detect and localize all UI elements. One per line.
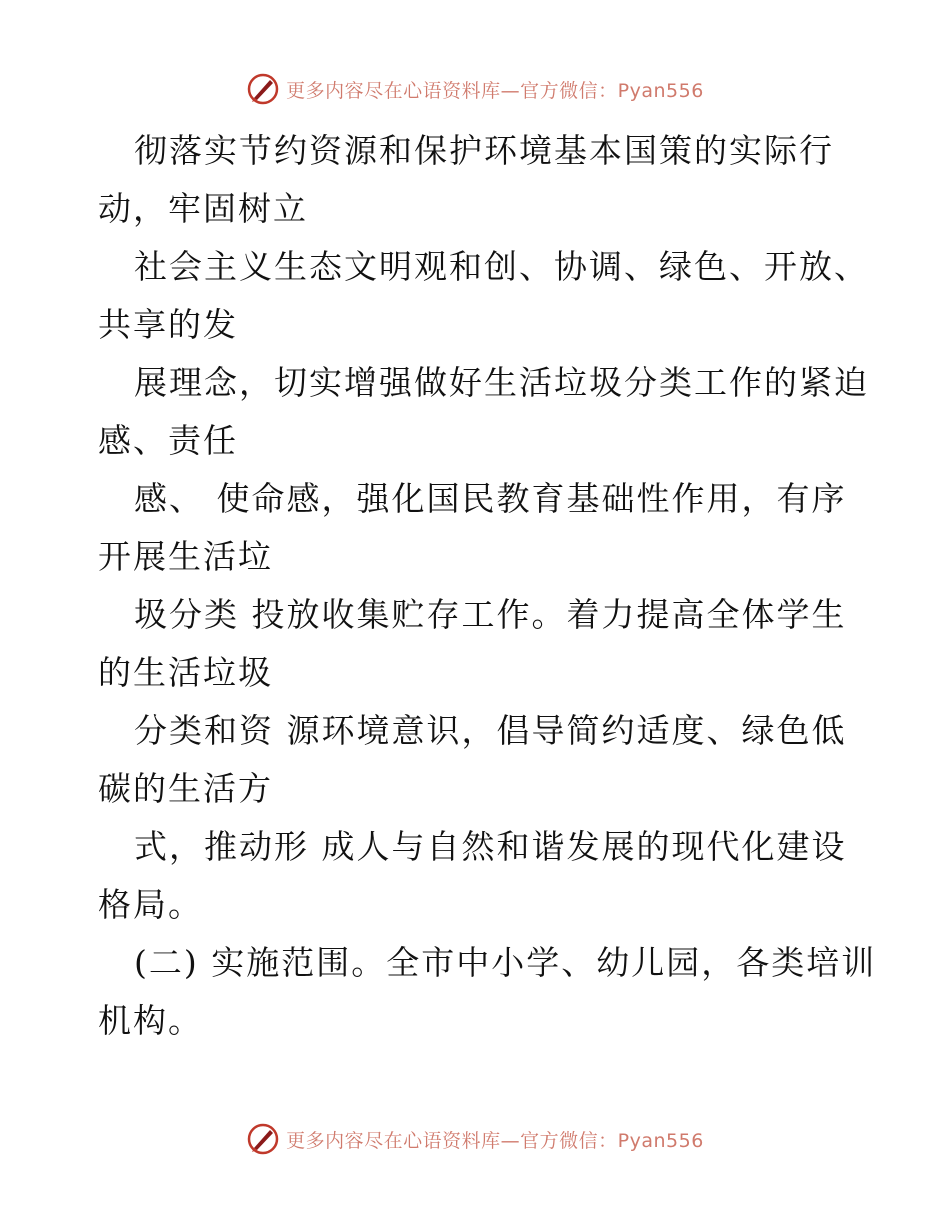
body-line: 彻落实节约资源和保护环境基本国策的实际行 <box>134 131 834 170</box>
body-line: 社会主义生态文明观和创、协调、绿色、开放、 <box>134 247 869 286</box>
body-line: 动，牢固树立 <box>98 189 308 228</box>
body-line: (二) 实施范围。全市中小学、幼儿园，各类培训 <box>134 943 877 982</box>
body-line: 共享的发 <box>98 305 238 344</box>
body-line: 开展生活垃 <box>98 537 273 576</box>
body-line: 机构。 <box>98 1001 203 1040</box>
footer-banner-text: 更多内容尽在心语资料库—官方微信：Pyan556 <box>286 1129 704 1152</box>
body-line: 式，推动形 成人与自然和谐发展的现代化建设 <box>134 827 847 866</box>
body-line: 分类和资 源环境意识，倡导简约适度、绿色低 <box>134 711 847 750</box>
body-line: 感、责任 <box>98 421 238 460</box>
pen-circle-logo-icon <box>246 1122 280 1156</box>
body-line: 感、 使命感，强化国民教育基础性作用，有序 <box>134 479 847 518</box>
header-banner <box>0 72 950 106</box>
body-line: 格局。 <box>98 885 203 924</box>
header-banner-text: 更多内容尽在心语资料库—官方微信：Pyan556 <box>286 79 704 102</box>
body-line: 展理念，切实增强做好生活垃圾分类工作的紧迫 <box>134 363 869 402</box>
body-line: 圾分类 投放收集贮存工作。着力提高全体学生 <box>134 595 847 634</box>
document-body <box>98 122 878 1050</box>
pen-circle-logo-icon <box>246 72 280 106</box>
body-line: 的生活垃圾 <box>98 653 273 692</box>
body-line: 碳的生活方 <box>98 769 273 808</box>
footer-banner <box>0 1122 950 1156</box>
